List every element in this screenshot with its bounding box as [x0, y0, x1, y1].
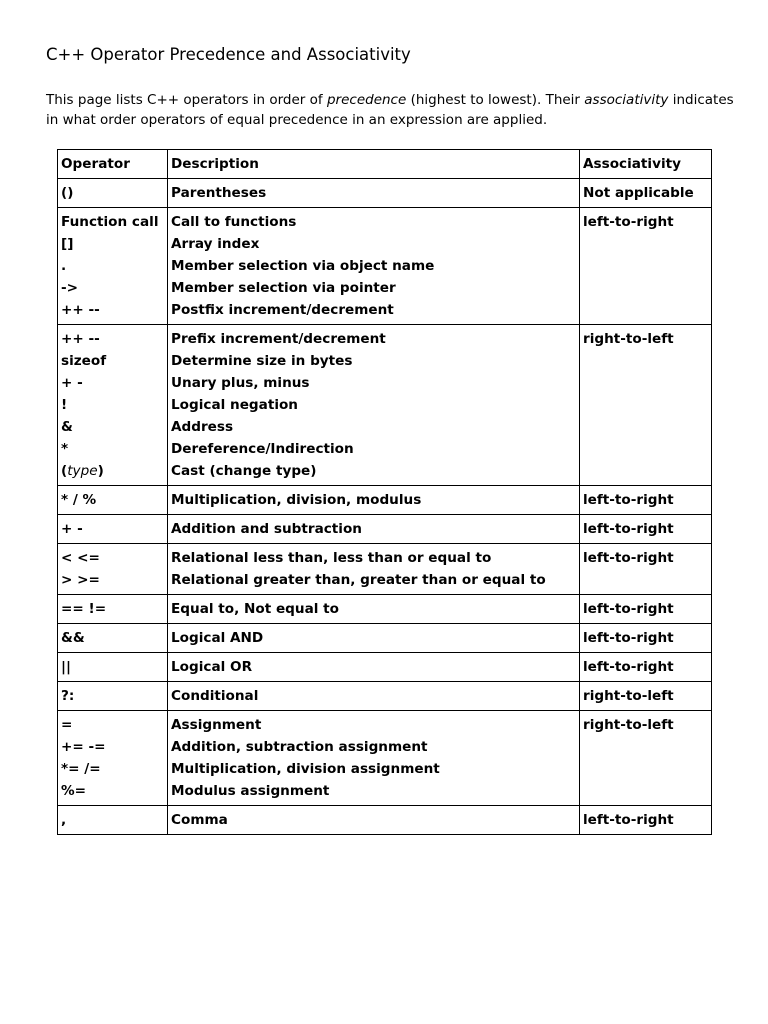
description-cell: [168, 595, 580, 624]
description-cell: [168, 486, 580, 515]
operator-description: Comma: [171, 812, 228, 828]
operator-symbol: sizeof: [61, 353, 107, 369]
operator-symbol: *: [61, 441, 69, 457]
operator-symbol: > >=: [61, 572, 100, 588]
operator-description: Multiplication, division, modulus: [171, 492, 422, 508]
associativity-cell: left-to-right: [580, 595, 712, 624]
operator-description: Conditional: [171, 688, 259, 704]
operator-symbol: < <=: [61, 550, 100, 566]
operator-description: Addition and subtraction: [171, 521, 362, 537]
operator-description: Logical OR: [171, 659, 253, 675]
intro-text-1: This page lists C++ operators in order of: [46, 92, 327, 108]
operator-description: Logical negation: [171, 397, 298, 413]
operator-symbol: &&: [61, 630, 85, 646]
operator-symbol: ->: [61, 280, 79, 296]
intro-text-2: (highest to lowest). Their: [406, 92, 585, 108]
operator-cell: [58, 179, 168, 208]
operator-description: Address: [171, 419, 234, 435]
operator-symbol: + -: [61, 521, 83, 537]
operator-symbol: []: [61, 236, 74, 252]
associativity-cell: left-to-right: [580, 515, 712, 544]
operator-symbol: ||: [61, 659, 71, 675]
associativity-cell: left-to-right: [580, 486, 712, 515]
operator-cell: [58, 544, 168, 595]
description-cell: [168, 806, 580, 835]
associativity-cell: left-to-right: [580, 624, 712, 653]
associativity-cell: right-to-left: [580, 682, 712, 711]
table-row: [58, 806, 712, 835]
operator-description: Assignment: [171, 717, 262, 733]
operator-description: Modulus assignment: [171, 783, 330, 799]
table-row: [58, 325, 712, 486]
associativity-cell: Not applicable: [580, 179, 712, 208]
table-row: [58, 486, 712, 515]
description-cell: [168, 515, 580, 544]
operator-cell: [58, 682, 168, 711]
operator-description: Relational less than, less than or equal to: [171, 550, 492, 566]
operator-cell: [58, 208, 168, 325]
associativity-cell: left-to-right: [580, 653, 712, 682]
table-row: [58, 208, 712, 325]
operator-description: Addition, subtraction assignment: [171, 739, 428, 755]
table-row: [58, 515, 712, 544]
operator-symbol: ?:: [61, 688, 75, 704]
operator-description: Relational greater than, greater than or equal to: [171, 572, 546, 588]
operator-symbol: == !=: [61, 601, 107, 617]
operator-description: Parentheses: [171, 185, 267, 201]
precedence-term: precedence: [326, 92, 407, 108]
operator-symbol: Function call: [61, 214, 159, 230]
associativity-cell: left-to-right: [580, 208, 712, 325]
table-row: [58, 653, 712, 682]
operator-description: Unary plus, minus: [171, 375, 310, 391]
operator-symbol: (type): [61, 463, 104, 479]
operator-description: Member selection via pointer: [171, 280, 396, 296]
description-cell: [168, 544, 580, 595]
operator-cell: [58, 325, 168, 486]
operator-symbol: + -: [61, 375, 83, 391]
operator-symbol: !: [61, 397, 68, 413]
associativity-cell: right-to-left: [580, 711, 712, 806]
operator-description: Dereference/Indirection: [171, 441, 354, 457]
operator-precedence-table: [57, 149, 712, 835]
table-row: [58, 179, 712, 208]
operator-cell: [58, 486, 168, 515]
operator-cell: [58, 653, 168, 682]
operator-cell: [58, 515, 168, 544]
intro-paragraph: [46, 90, 736, 130]
associativity-cell: right-to-left: [580, 325, 712, 486]
associativity-cell: left-to-right: [580, 806, 712, 835]
operator-cell: [58, 806, 168, 835]
operator-description: Call to functions: [171, 214, 297, 230]
operator-symbol: += -=: [61, 739, 106, 755]
operator-description: Equal to, Not equal to: [171, 601, 339, 617]
description-cell: [168, 711, 580, 806]
operator-description: Multiplication, division assignment: [171, 761, 440, 777]
operator-symbol: %=: [61, 783, 87, 799]
operator-description: Cast (change type): [171, 463, 317, 479]
operator-description: Array index: [171, 236, 260, 252]
header-operator: Operator: [58, 150, 168, 179]
table-row: [58, 682, 712, 711]
operator-description: Prefix increment/decrement: [171, 331, 386, 347]
operator-symbol: =: [61, 717, 73, 733]
table-row: [58, 624, 712, 653]
operator-cell: [58, 624, 168, 653]
description-cell: [168, 682, 580, 711]
table-row: [58, 595, 712, 624]
operator-symbol: ,: [61, 812, 67, 828]
table-row: [58, 711, 712, 806]
header-associativity: Associativity: [580, 150, 712, 179]
header-description: Description: [168, 150, 580, 179]
operator-symbol: *= /=: [61, 761, 101, 777]
operator-symbol: (): [61, 185, 74, 201]
operator-symbol: ++ --: [61, 331, 100, 347]
operator-symbol: .: [61, 258, 67, 274]
description-cell: [168, 653, 580, 682]
operator-cell: [58, 595, 168, 624]
description-cell: [168, 179, 580, 208]
description-cell: [168, 325, 580, 486]
operator-symbol: &: [61, 419, 73, 435]
operator-cell: [58, 711, 168, 806]
table-header-row: [58, 150, 712, 179]
operator-description: Postfix increment/decrement: [171, 302, 394, 318]
associativity-term: associativity: [584, 92, 669, 108]
table-row: [58, 544, 712, 595]
operator-description: Logical AND: [171, 630, 264, 646]
intro-text-3: indicates in what order operators of equal precedence in an expression are applied.: [46, 92, 734, 128]
description-cell: [168, 624, 580, 653]
page-title: C++ Operator Precedence and Associativity: [46, 45, 411, 64]
table-body: [58, 179, 712, 835]
operator-description: Determine size in bytes: [171, 353, 353, 369]
operator-description: Member selection via object name: [171, 258, 435, 274]
description-cell: [168, 208, 580, 325]
associativity-cell: left-to-right: [580, 544, 712, 595]
operator-symbol: ++ --: [61, 302, 100, 318]
operator-symbol: * / %: [61, 492, 97, 508]
